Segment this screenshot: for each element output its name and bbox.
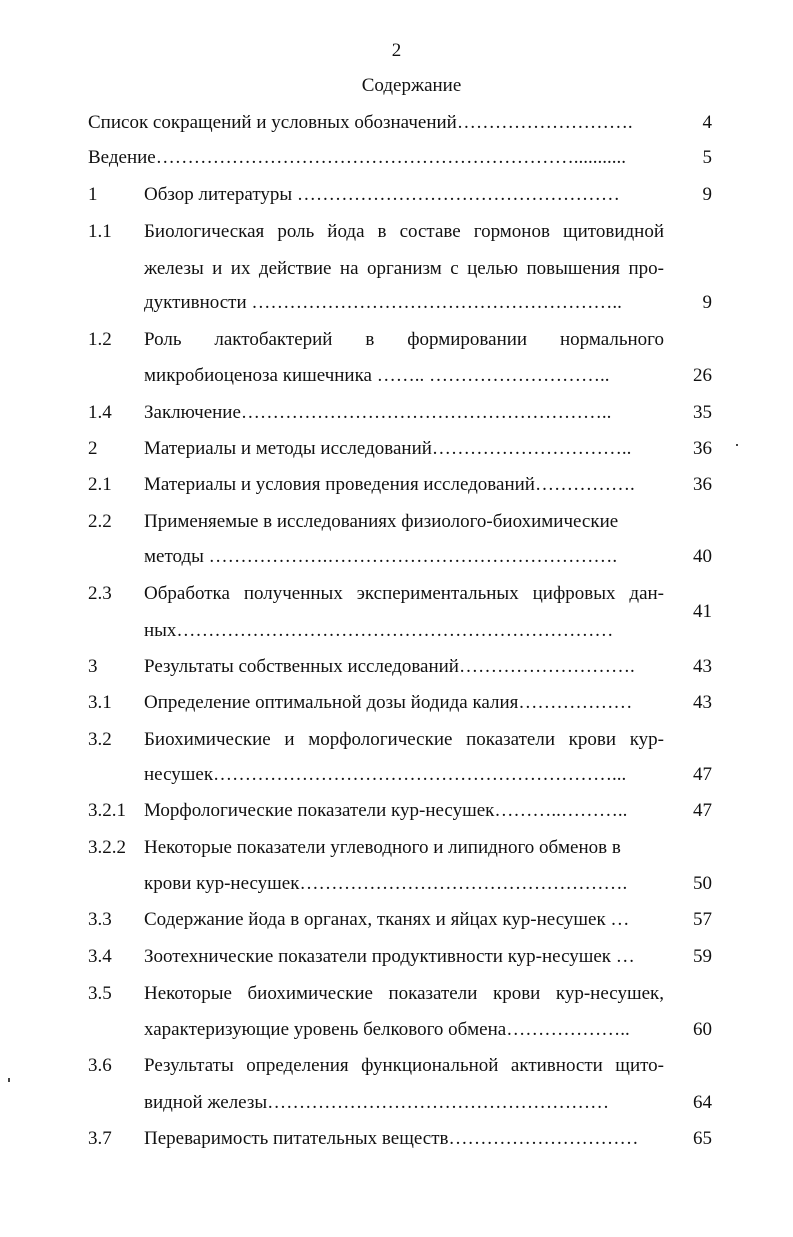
- toc-abbreviations-page: 4: [702, 112, 712, 133]
- toc-entry-title: Обработка полученных экспериментальных цифровых дан-: [144, 583, 664, 604]
- toc-entry-page: 64: [693, 1092, 712, 1113]
- toc-entry-title: Морфологические показатели кур-несушек………..………..: [144, 800, 628, 821]
- toc-entry-number: 3.3: [88, 909, 112, 930]
- toc-entry-page: 65: [693, 1128, 712, 1149]
- toc-entry-title: характеризующие уровень белкового обмена………………..: [144, 1019, 630, 1040]
- toc-entry-page: 43: [693, 692, 712, 713]
- toc-entry-page: 36: [693, 474, 712, 495]
- toc-entry-number: 2: [88, 438, 98, 459]
- toc-entry-page: 9: [702, 292, 712, 313]
- toc-entry-page: 47: [693, 800, 712, 821]
- toc-entry-page: 57: [693, 909, 712, 930]
- toc-entry-page: 43: [693, 656, 712, 677]
- toc-entry-page: 26: [693, 365, 712, 386]
- toc-entry-number: 2.2: [88, 511, 112, 532]
- toc-abbreviations-text: Список сокращений и условных обозначений……………………….: [88, 112, 633, 133]
- toc-entry-number: 1: [88, 184, 98, 205]
- toc-entry-title: Некоторые биохимические показатели крови кур-несушек,: [144, 983, 664, 1004]
- toc-entry-page: 9: [702, 184, 712, 205]
- toc-entry-title: Биологическая роль йода в составе гормонов щитовидной: [144, 221, 664, 242]
- toc-entry-title: Обзор литературы ……………………………………………: [144, 184, 620, 205]
- toc-entry-number: 2.1: [88, 474, 112, 495]
- toc-entry-page: 36: [693, 438, 712, 459]
- toc-entry-title: Материалы и условия проведения исследований…………….: [144, 474, 635, 495]
- toc-entry-title: Применяемые в исследованиях физиолого-биохимические: [144, 511, 619, 532]
- toc-entry-title: Биохимические и морфологические показатели крови кур-: [144, 729, 664, 750]
- toc-entry-page: 59: [693, 946, 712, 967]
- toc-entry-page: 50: [693, 873, 712, 894]
- toc-entry-title: железы и их действие на организм с целью повышения про-: [144, 258, 664, 279]
- toc-entry-number: 3.2: [88, 729, 112, 750]
- toc-entry-number: 2.3: [88, 583, 112, 604]
- toc-entry-number: 3.6: [88, 1055, 112, 1076]
- toc-entry-title: Переваримость питательных веществ…………………………: [144, 1128, 639, 1149]
- toc-entry-number: 3.7: [88, 1128, 112, 1149]
- toc-entry-title: крови кур-несушек…………………………………………….: [144, 873, 628, 894]
- toc-entry-title: дуктивности …………………………………………………..: [144, 292, 622, 313]
- toc-entry-number: 1.2: [88, 329, 112, 350]
- toc-entry-page: 40: [693, 546, 712, 567]
- toc-entry-number: 3: [88, 656, 98, 677]
- toc-entry-title: видной железы………………………………………………: [144, 1092, 610, 1113]
- toc-entry-title: Материалы и методы исследований…………………………..: [144, 438, 632, 459]
- toc-introduction-text: Ведение…………………………………………………………...........: [88, 147, 626, 168]
- scan-speck: [736, 444, 738, 446]
- toc-entry-title: Определение оптимальной дозы йодида калия………………: [144, 692, 633, 713]
- page-number: 2: [391, 40, 402, 61]
- toc-entry-number: 3.2.2: [88, 837, 126, 858]
- toc-entry-page: 41: [693, 601, 712, 622]
- toc-entry-title: Содержание йода в органах, тканях и яйцах кур-несушек …: [144, 909, 630, 930]
- toc-entry-title: методы ……………….……………………………………….: [144, 546, 618, 567]
- toc-entry-number: 1.4: [88, 402, 112, 423]
- toc-entry-number: 3.4: [88, 946, 112, 967]
- toc-entry-title: несушек………………………………………………………...: [144, 764, 627, 785]
- toc-entry-number: 3.2.1: [88, 800, 126, 821]
- page-title: Содержание: [361, 75, 462, 96]
- toc-entry-title: ных……………………………………………………………: [144, 620, 614, 641]
- toc-entry-title: Результаты собственных исследований……………………….: [144, 656, 635, 677]
- toc-introduction-page: 5: [702, 147, 712, 168]
- toc-entry-title: Заключение…………………………………………………..: [144, 402, 612, 423]
- toc-entry-number: 3.1: [88, 692, 112, 713]
- toc-entry-title: микробиоценоза кишечника …….. ………………………..: [144, 365, 610, 386]
- scan-speck: [8, 1078, 10, 1082]
- toc-entry-title: Некоторые показатели углеводного и липидного обменов в: [144, 837, 621, 858]
- toc-entry-number: 1.1: [88, 221, 112, 242]
- toc-entry-page: 35: [693, 402, 712, 423]
- toc-entry-number: 3.5: [88, 983, 112, 1004]
- toc-entry-page: 47: [693, 764, 712, 785]
- toc-entry-title: Роль лактобактерий в формировании нормального: [144, 329, 664, 350]
- toc-entry-title: Зоотехнические показатели продуктивности кур-несушек …: [144, 946, 635, 967]
- toc-entry-title: Результаты определения функциональной активности щито-: [144, 1055, 664, 1076]
- toc-entry-page: 60: [693, 1019, 712, 1040]
